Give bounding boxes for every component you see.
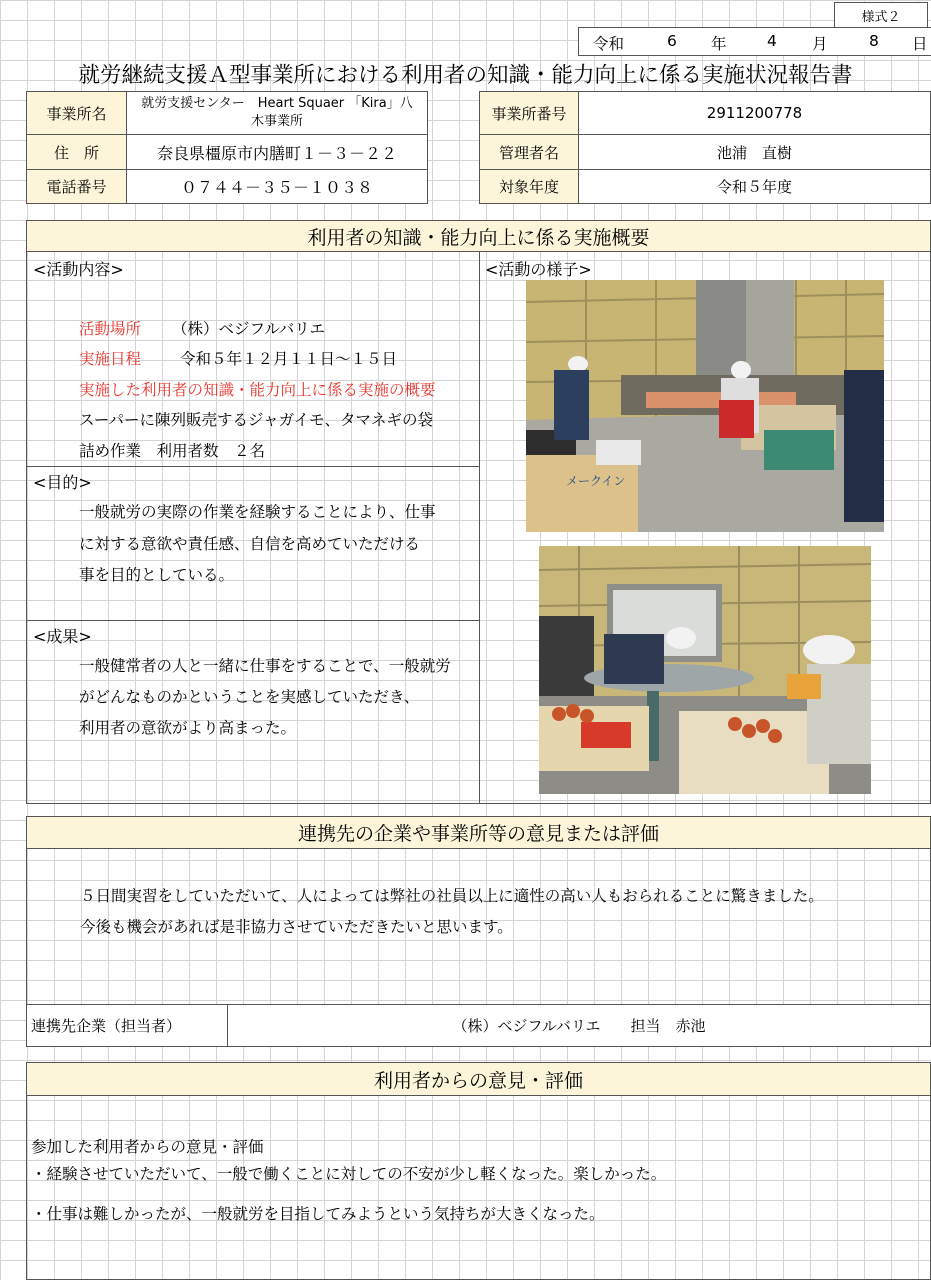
date-value: 令和５年１２月１１日～１５日 bbox=[180, 350, 398, 368]
office-name-label: 事業所名 bbox=[26, 91, 127, 135]
date-era: 令和 bbox=[593, 35, 625, 53]
address-value: 奈良県橿原市内膳町１－３－２２ bbox=[126, 134, 428, 170]
purpose-divider bbox=[26, 466, 480, 467]
office-name-value bbox=[126, 91, 428, 135]
partner-company-value: （株）ベジフルバリエ 担当 赤池 bbox=[227, 1004, 931, 1047]
address-label: 住 所 bbox=[26, 134, 127, 170]
partner-header: 連携先の企業や事業所等の意見または評価 bbox=[26, 816, 931, 849]
year-value: 令和５年度 bbox=[578, 169, 931, 204]
place-label: 活動場所 bbox=[79, 320, 142, 338]
activity-photo-1 bbox=[526, 280, 884, 532]
manager-label: 管理者名 bbox=[479, 134, 579, 170]
users-intro: 参加した利用者からの意見・評価 bbox=[31, 1138, 264, 1156]
activity-photo-2 bbox=[539, 546, 871, 794]
page-title: 就労継続支援Ａ型事業所における利用者の知識・能力向上に係る実施状況報告書 bbox=[78, 63, 853, 88]
photo1-box-text: メークイン bbox=[566, 474, 626, 488]
phone-value: ０７４４－３５－１０３８ bbox=[126, 169, 428, 204]
scene-heading: <活動の様子> bbox=[485, 260, 592, 279]
users-line2: ・仕事は難しかったが、一般就労を目指してみようという気持ちが大きくなった。 bbox=[31, 1205, 605, 1223]
office-name-line1: 就労支援センター Heart Squaer 「Kira」八 bbox=[141, 96, 413, 111]
result-divider bbox=[26, 620, 480, 621]
form-label: 様式２ bbox=[834, 2, 928, 28]
purpose-line1: 一般就労の実際の作業を経験することにより、仕事 bbox=[79, 503, 436, 521]
result-line2: がどんなものかということを実感していただき、 bbox=[79, 688, 420, 706]
partner-line1: ５日間実習をしていただいて、人によっては弊社の社員以上に適性の高い人もおられることに驚きました。 bbox=[80, 887, 824, 905]
phone-label: 電話番号 bbox=[26, 169, 127, 204]
date-row bbox=[578, 27, 931, 56]
result-line3: 利用者の意欲がより高まった。 bbox=[79, 719, 297, 737]
date-year: 6 bbox=[667, 32, 677, 50]
partner-company-label: 連携先企業（担当者） bbox=[26, 1004, 228, 1047]
date-month: 4 bbox=[767, 32, 777, 50]
overview-header: 利用者の知識・能力向上に係る実施概要 bbox=[26, 220, 931, 252]
purpose-line3: 事を目的としている。 bbox=[79, 566, 235, 584]
year-label: 対象年度 bbox=[479, 169, 579, 204]
partner-line2: 今後も機会があれば是非協力させていただきたいと思います。 bbox=[80, 918, 513, 936]
summary-line1: スーパーに陳列販売するジャガイモ、タマネギの袋 bbox=[79, 411, 434, 429]
office-name-line2: 木事業所 bbox=[250, 114, 303, 129]
users-panel bbox=[26, 1095, 931, 1280]
summary-line2: 詰め作業 利用者数 ２名 bbox=[79, 442, 266, 460]
date-month-unit: 月 bbox=[812, 35, 828, 53]
date-label: 実施日程 bbox=[79, 350, 142, 368]
place-value: （株）ベジフルバリエ bbox=[172, 320, 325, 338]
purpose-heading: <目的> bbox=[33, 473, 92, 492]
activity-heading: <活動内容> bbox=[33, 260, 124, 279]
date-day-unit: 日 bbox=[912, 35, 928, 53]
office-no-value: 2911200778 bbox=[578, 91, 931, 135]
date-day: 8 bbox=[869, 32, 879, 50]
users-header: 利用者からの意見・評価 bbox=[26, 1062, 931, 1096]
result-heading: <成果> bbox=[33, 627, 92, 646]
manager-value: 池浦 直樹 bbox=[578, 134, 931, 170]
purpose-line2: に対する意欲や責任感、自信を高めていただける bbox=[79, 535, 421, 553]
summary-label: 実施した利用者の知識・能力向上に係る実施の概要 bbox=[79, 381, 436, 399]
date-year-unit: 年 bbox=[711, 35, 727, 53]
office-no-label: 事業所番号 bbox=[479, 91, 579, 135]
result-line1: 一般健常者の人と一緒に仕事をすることで、一般就労 bbox=[79, 657, 451, 675]
users-line1: ・経験させていただいて、一般で働くことに対しての不安が少し軽くなった。楽しかった。 bbox=[31, 1165, 667, 1183]
